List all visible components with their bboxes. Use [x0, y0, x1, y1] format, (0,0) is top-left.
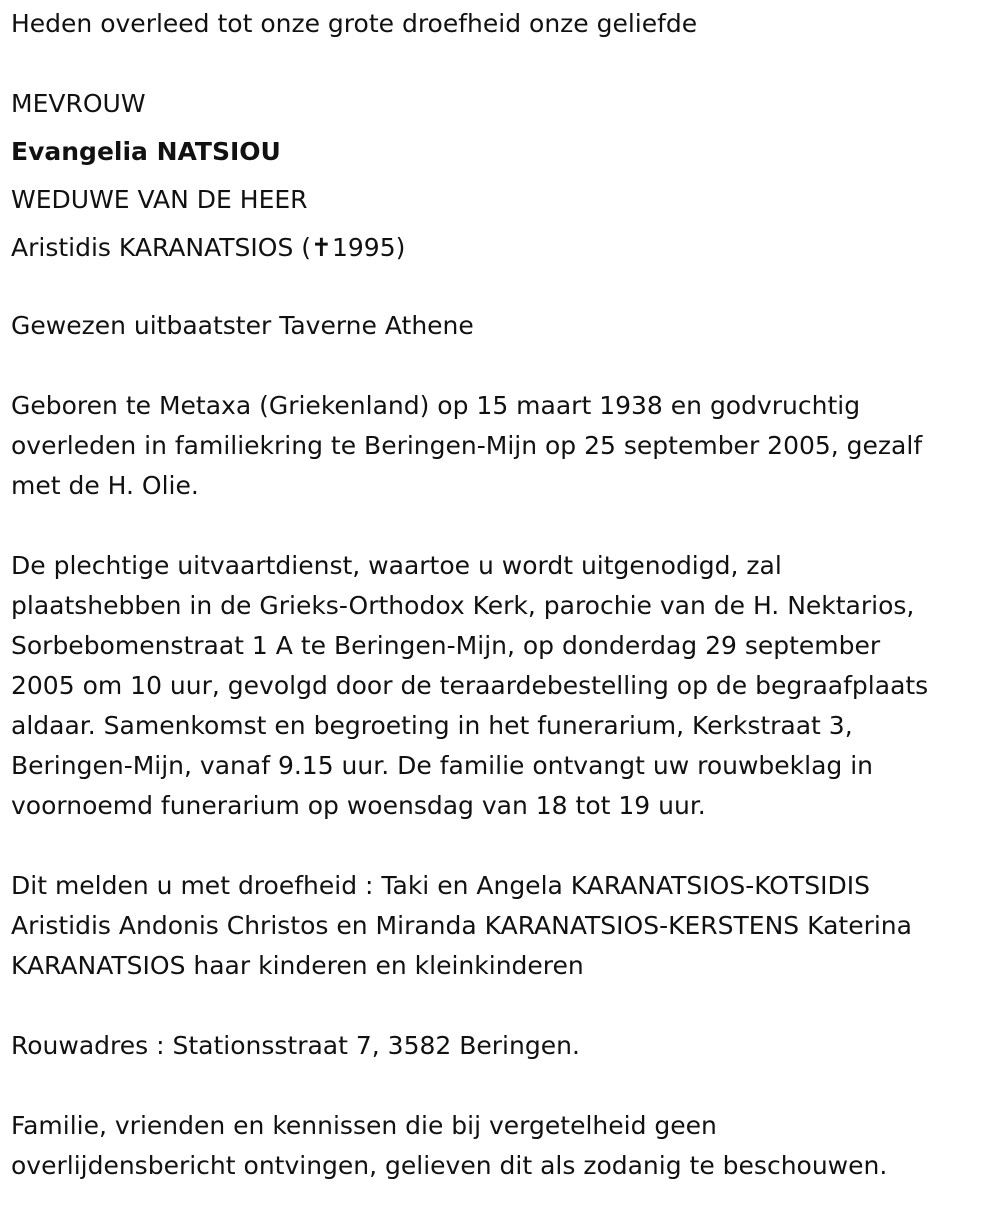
husband-name: Aristidis KARANATSIOS (✝1995) [11, 233, 406, 262]
spacer [11, 506, 996, 546]
obituary-document [11, 4, 996, 1186]
deceased-heading [11, 80, 996, 272]
paragraph-line: overleden in familiekring te Beringen-Mijn op 25 september 2005, gezalf [11, 431, 923, 460]
paragraph-line: Familie, vrienden en kennissen die bij vergetelheid geen [11, 1111, 717, 1140]
mourning-address: Rouwadres : Stationsstraat 7, 3582 Beringen. [11, 1031, 580, 1060]
paragraph-line: plaatshebben in de Grieks-Orthodox Kerk, parochie van de H. Nektarios, [11, 591, 915, 620]
paragraph-line: aldaar. Samenkomst en begroeting in het funerarium, Kerkstraat 3, [11, 711, 853, 740]
deceased-name: Evangelia NATSIOU [11, 137, 281, 166]
paragraph-line: Aristidis Andonis Christos en Miranda KARANATSIOS-KERSTENS Katerina [11, 911, 912, 940]
family-paragraph [11, 866, 996, 986]
paragraph-line: Sorbebomenstraat 1 A te Beringen-Mijn, op donderdag 29 september [11, 631, 881, 660]
paragraph-line: Beringen-Mijn, vanaf 9.15 uur. De familie ontvangt uw rouwbeklag in [11, 751, 874, 780]
paragraph-line: 2005 om 10 uur, gevolgd door de teraardebestelling op de begraafplaats [11, 671, 929, 700]
paragraph-line: Dit melden u met droefheid : Taki en Angela KARANATSIOS-KOTSIDIS [11, 871, 870, 900]
spacer [11, 1066, 996, 1106]
paragraph-line: Geboren te Metaxa (Griekenland) op 15 maart 1938 en godvruchtig [11, 391, 861, 420]
spacer [11, 272, 996, 306]
closing-paragraph [11, 1106, 996, 1186]
spacer [11, 986, 996, 1026]
paragraph-line: overlijdensbericht ontvingen, gelieven dit als zodanig te beschouwen. [11, 1151, 888, 1180]
spacer [11, 826, 996, 866]
occupation-text: Gewezen uitbaatster Taverne Athene [11, 311, 474, 340]
spacer [11, 44, 996, 78]
birth-death-paragraph [11, 386, 996, 506]
paragraph-line: voornoemd funerarium op woensdag van 18 tot 19 uur. [11, 791, 706, 820]
paragraph-line: met de H. Olie. [11, 471, 199, 500]
paragraph-line: De plechtige uitvaartdienst, waartoe u wordt uitgenodigd, zal [11, 551, 782, 580]
title-prefix: MEVROUW [11, 89, 146, 118]
spacer [11, 346, 996, 386]
widow-line: WEDUWE VAN DE HEER [11, 185, 308, 214]
service-paragraph [11, 546, 996, 826]
intro-text: Heden overleed tot onze grote droefheid onze geliefde [11, 9, 698, 38]
paragraph-line: KARANATSIOS haar kinderen en kleinkinderen [11, 951, 584, 980]
